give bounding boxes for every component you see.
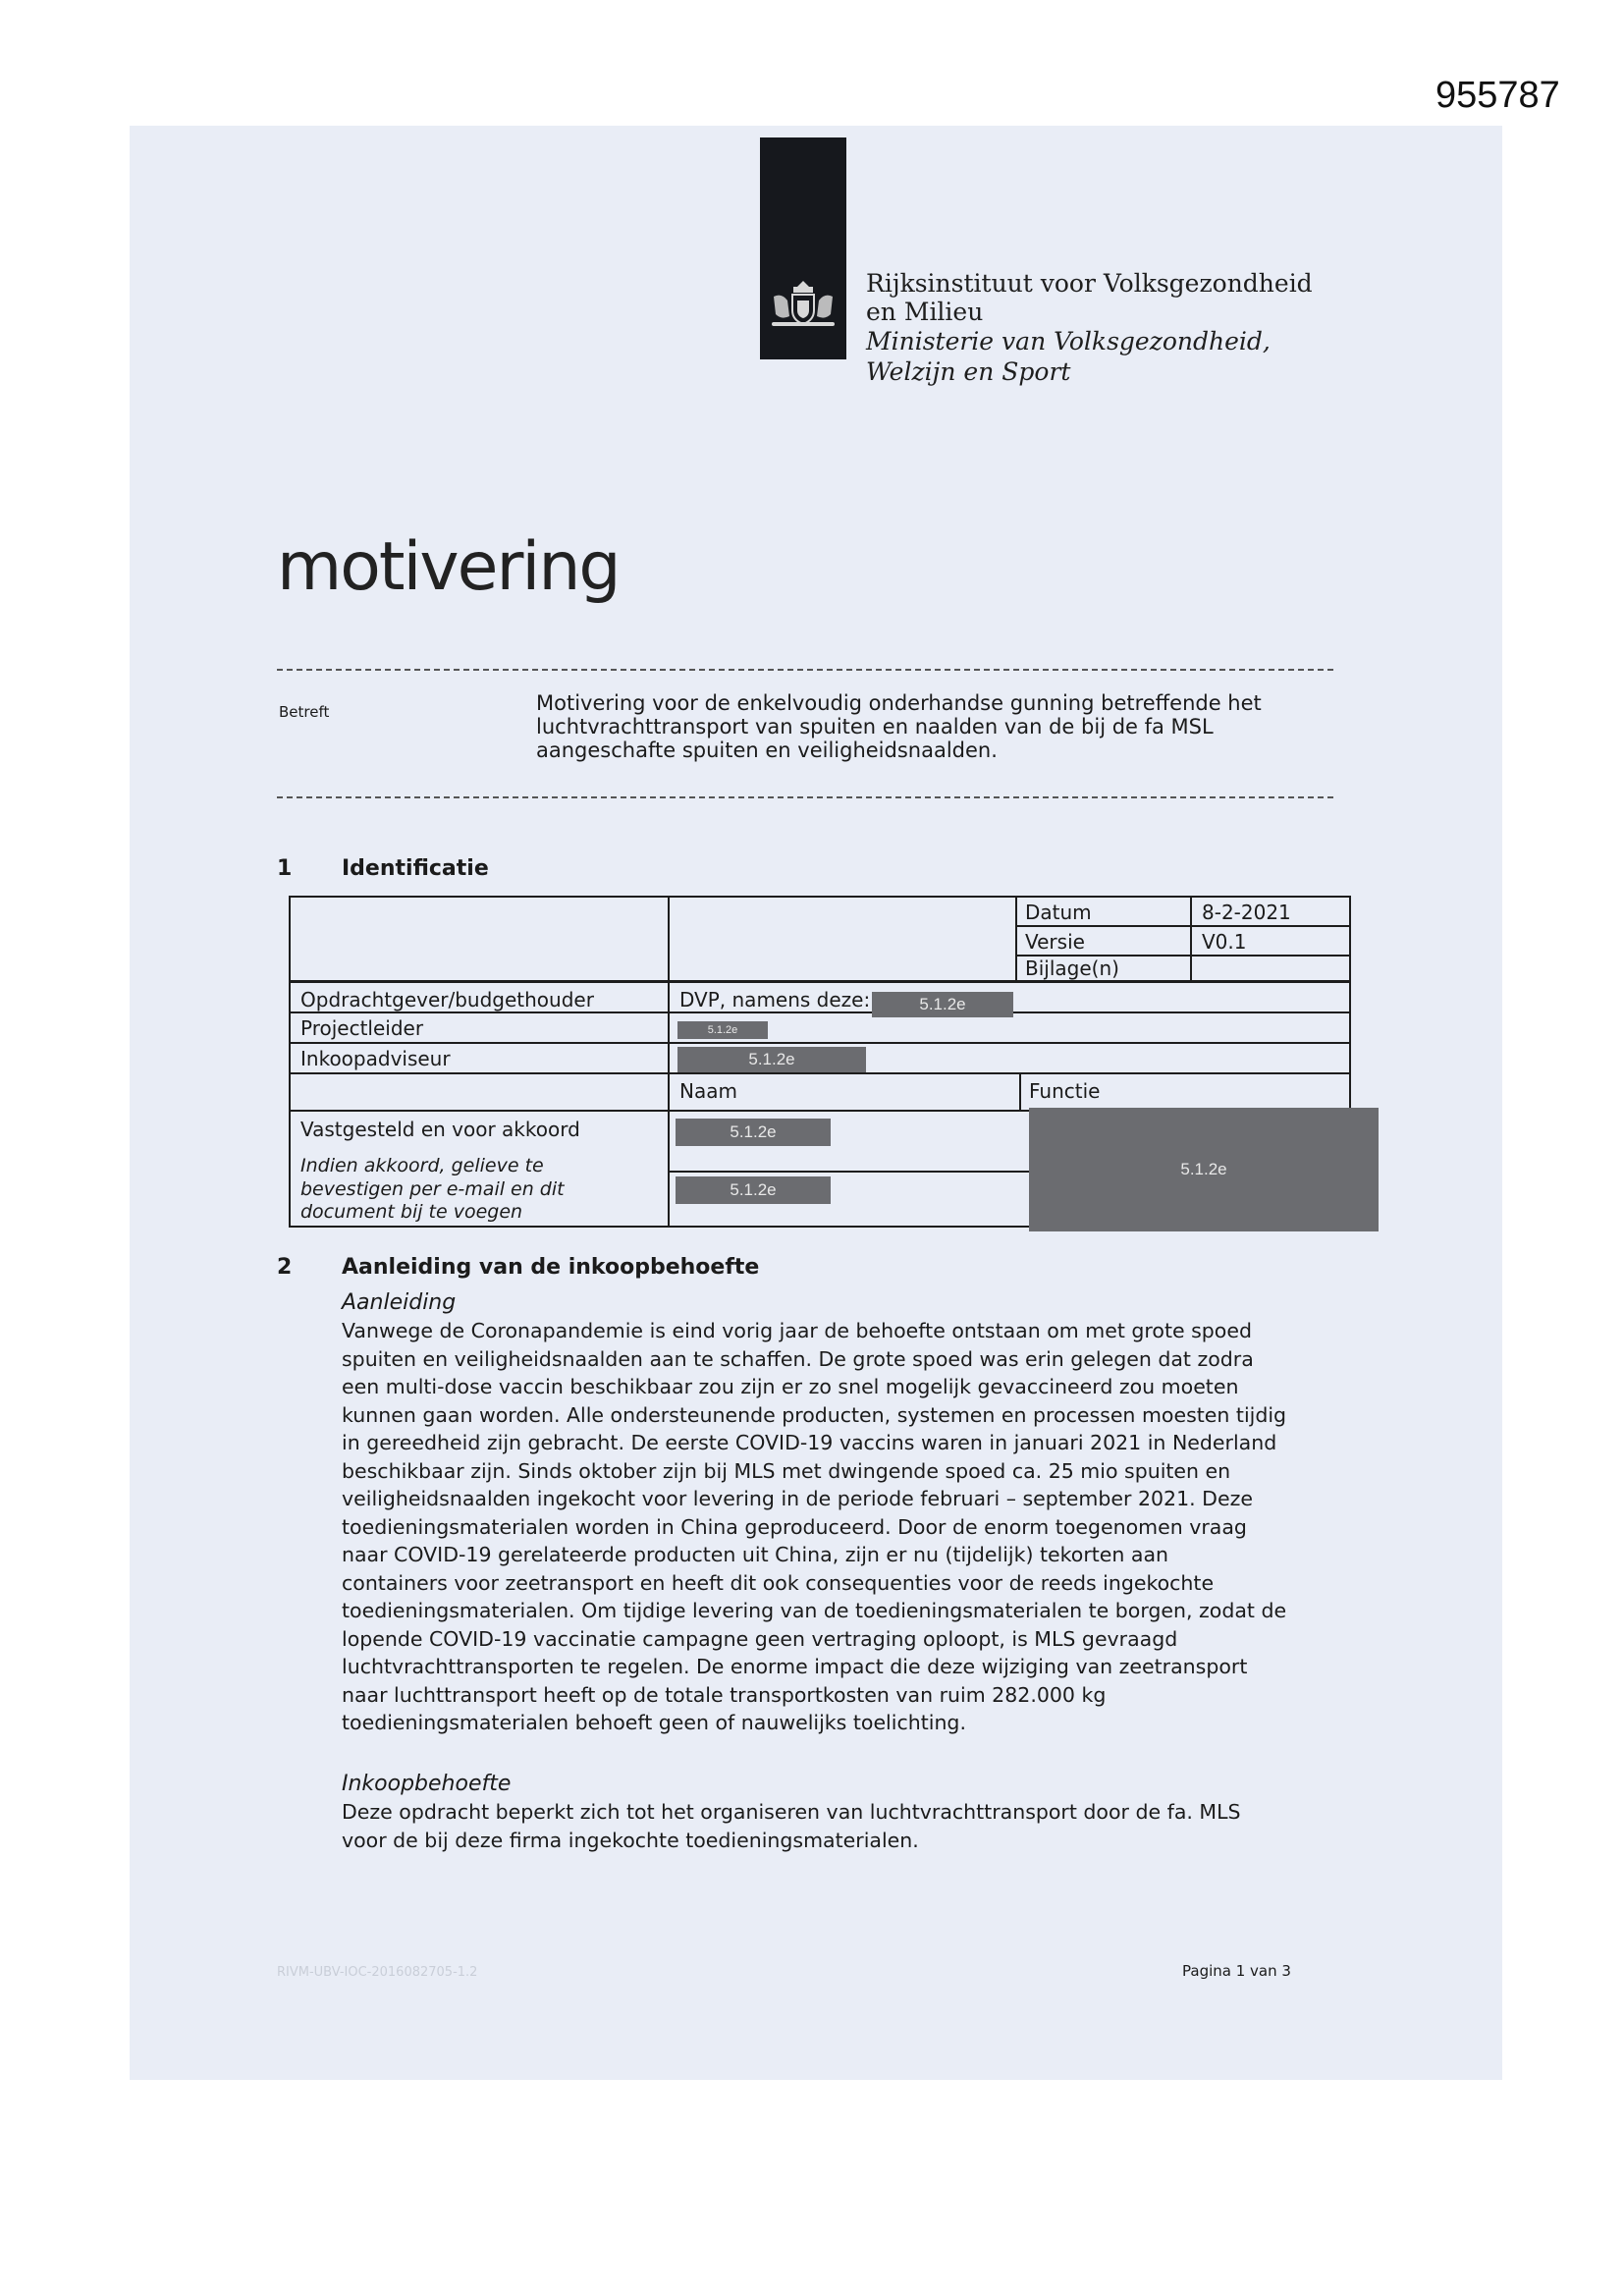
document-page	[130, 126, 1502, 2080]
betreft-label: Betreft	[279, 703, 330, 721]
functie-header: Functie	[1029, 1079, 1101, 1103]
org-line: Rijksinstituut voor Volksgezondheid	[866, 269, 1313, 298]
section-title: Aanleiding van de inkoopbehoefte	[342, 1255, 760, 1280]
document-title: motivering	[277, 528, 620, 606]
redaction: 5.1.2e	[1029, 1108, 1379, 1231]
naam-header: Naam	[679, 1079, 737, 1103]
table-border	[1015, 896, 1017, 982]
table-border	[289, 1011, 1351, 1013]
paragraph-aanleiding: Vanwege de Coronapandemie is eind vorig jaar de behoefte ontstaan om met grote spoed spuiten en veiligheidsnaalden aan te schaffen. De grote spoed was erin gelegen dat zodra een multi-dose vaccin beschikbaar zou zijn er zo snel mogelijk gevaccineerd zou moeten kunnen gaan worden. Alle ondersteunende producten, systemen en processen moesten tijdig in gereedheid zijn gebracht. De eerste COVID-19 vaccins waren in januari 2021 in Nederland beschikbaar zijn. Sinds oktober zijn bij MLS met dwingende spoed ca. 25 mio spuiten en veiligheidsnaalden ingekocht voor levering in de periode februari – september 2021. Deze toedieningsmaterialen worden in China geproduceerd. Door de enorm toegenomen vraag naar COVID-19 gerelateerde producten uit China, zijn er nu (tijdelijk) tekorten aan containers voor zeetransport en heeft dit ook consequenties voor de reeds ingekochte toedieningsmaterialen. Om tijdige levering van de toedieningsmaterialen te borgen, zodat de lopende COVID-19 vaccinatie campagne geen vertraging oploopt, is MLS gevraagd luchtvrachttransporten te regelen. De enorme impact die deze wijziging van zeetransport naar luchttransport heeft op de totale transportkosten van ruim 282.000 kg toedieningsmaterialen behoeft geen of nauwelijks toelichting.	[342, 1319, 1287, 1734]
ministry-line: Welzijn en Sport	[866, 357, 1071, 386]
redaction: 5.1.2e	[872, 992, 1013, 1017]
vastgesteld-label: Vastgesteld en voor akkoord	[300, 1118, 580, 1141]
opdrachtgever-value: DVP, namens deze:	[679, 988, 871, 1011]
versie-label: Versie	[1025, 930, 1085, 954]
inkoopadviseur-label: Inkoopadviseur	[300, 1047, 451, 1070]
subheading-inkoopbehoefte: Inkoopbehoefte	[342, 1772, 512, 1796]
table-border	[1019, 1074, 1021, 1110]
versie-value: V0.1	[1202, 930, 1247, 954]
table-border	[1190, 896, 1192, 982]
page-number: Pagina 1 van 3	[1182, 1962, 1291, 1980]
betreft-text: Motivering voor de enkelvoudig onderhandse gunning betreffende het luchtvrachttransport van spuiten en naalden van de bij de fa MSL aangeschafte spuiten en veiligheidsnaalden.	[536, 691, 1262, 762]
table-border	[668, 1171, 1031, 1173]
logo-banner	[760, 137, 846, 359]
table-border	[289, 1042, 1351, 1044]
subheading-aanleiding: Aanleiding	[342, 1290, 457, 1315]
redaction: 5.1.2e	[676, 1119, 831, 1146]
table-border	[289, 980, 1351, 983]
table-border	[1349, 896, 1351, 1114]
table-border	[289, 1226, 1031, 1228]
paragraph-inkoopbehoefte: Deze opdracht beperkt zich tot het organiseren van luchtvrachttransport door de fa. MLS voor de bij deze firma ingekochte toedieningsmaterialen.	[342, 1800, 1241, 1852]
bijlage-label: Bijlage(n)	[1025, 957, 1119, 980]
organisation-name	[866, 269, 1313, 387]
section-number: 1	[277, 856, 293, 881]
redaction: 5.1.2e	[676, 1176, 831, 1204]
table-border	[289, 896, 1351, 898]
divider	[277, 796, 1333, 798]
table-border	[1015, 925, 1351, 927]
redaction: 5.1.2e	[677, 1047, 866, 1072]
footer-reference: RIVM-UBV-IOC-2016082705-1.2	[277, 1965, 478, 1980]
opdrachtgever-label: Opdrachtgever/budgethouder	[300, 988, 594, 1011]
table-border	[289, 1110, 1031, 1112]
datum-label: Datum	[1025, 901, 1092, 924]
divider	[277, 669, 1333, 671]
redaction: 5.1.2e	[677, 1021, 768, 1039]
section-number: 2	[277, 1255, 293, 1280]
table-border	[668, 896, 670, 1228]
org-line: en Milieu	[866, 298, 984, 326]
ministry-line: Ministerie van Volksgezondheid,	[866, 327, 1271, 355]
table-border	[289, 1072, 1351, 1074]
table-border	[289, 896, 291, 1228]
projectleider-label: Projectleider	[300, 1016, 424, 1040]
coat-of-arms-icon	[760, 277, 846, 332]
datum-value: 8-2-2021	[1202, 901, 1291, 924]
section-title: Identificatie	[342, 856, 489, 881]
indien-note: Indien akkoord, gelieve te bevestigen per e-mail en dit document bij te voegen	[300, 1155, 565, 1223]
document-number: 955787	[1435, 75, 1560, 116]
